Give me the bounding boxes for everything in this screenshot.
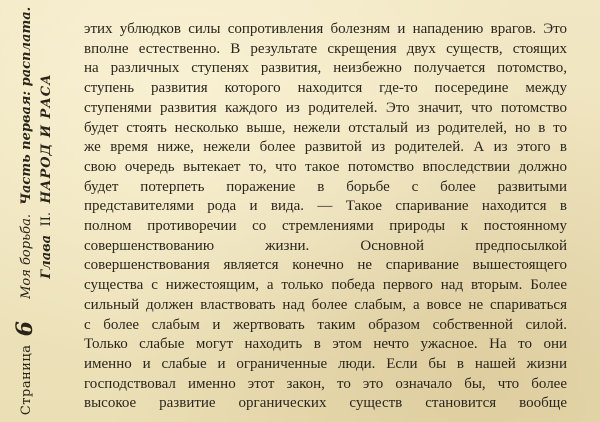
page-number: 6 bbox=[12, 321, 38, 337]
text-line: будет потерпеть поражение в борьбе с более развитыми bbox=[84, 178, 567, 195]
text-line: свою очередь вытекает то, что такое потомство впоследствии должно bbox=[84, 158, 567, 175]
text-line: господствовал именно этот закон, то это означало бы, что более bbox=[84, 375, 567, 392]
text-line: вполне естественно. В результате скрещения двух существ, стоящих bbox=[84, 40, 567, 57]
text-line: ступень развития которого находится где-то посередине между bbox=[84, 80, 567, 97]
text-line: существа с нижестоящим, а только победа первого над вторым. Более bbox=[84, 277, 567, 294]
text-line: представителями рода и вида. — Такое спаривание находится в bbox=[84, 198, 567, 215]
text-line: ступенями развития каждого из родителей. Это значит, что потомство bbox=[84, 99, 567, 116]
body-text bbox=[84, 20, 567, 414]
text-line: же время ниже, нежели более развитой из родителей. А из этого в bbox=[84, 139, 567, 156]
book-title: Моя борьба. bbox=[19, 214, 34, 299]
text-line: сильный должен властвовать над более слабым, а вовсе не спариваться bbox=[84, 296, 567, 313]
text-line: будет стоять несколько выше, нежели отсталый из родителей, но в то bbox=[84, 119, 567, 136]
text-line: именно и слабые и ограниченные люди. Если бы в нашей жизни bbox=[84, 355, 567, 372]
sidebar-line-1 bbox=[12, 6, 38, 416]
text-line: Только слабые могут находить в этом нечто ужасное. На то они bbox=[84, 336, 567, 353]
text-line: совершенствованию жизни. Основной предпосылкой bbox=[84, 237, 567, 254]
text-line: этих ублюдков силы сопротивления болезням и нападению врагов. Это bbox=[84, 21, 567, 37]
chapter-number: II. bbox=[39, 211, 54, 227]
part-title: Часть первая: расплата. bbox=[19, 6, 34, 205]
sidebar-line-2 bbox=[39, 73, 55, 279]
chapter-title: НАРОД И РАСА bbox=[39, 73, 54, 204]
sidebar-vertical-label bbox=[6, 6, 66, 416]
text-line: высокое развитие органических существ становится вообще bbox=[84, 395, 567, 412]
text-line: на различных ступенях развития, неизбежно получается потомство, bbox=[84, 60, 567, 77]
chapter-word: Глава bbox=[39, 234, 54, 279]
page-word: Страница bbox=[19, 344, 34, 416]
text-line: совершенствования является конечно не спаривание вышестоящего bbox=[84, 257, 567, 274]
text-line: полном противоречии со стремлениями природы к постоянному bbox=[84, 218, 567, 235]
text-line: с более слабым и жертвовать таким образом собственной силой. bbox=[84, 316, 567, 333]
sidebar bbox=[0, 0, 72, 422]
